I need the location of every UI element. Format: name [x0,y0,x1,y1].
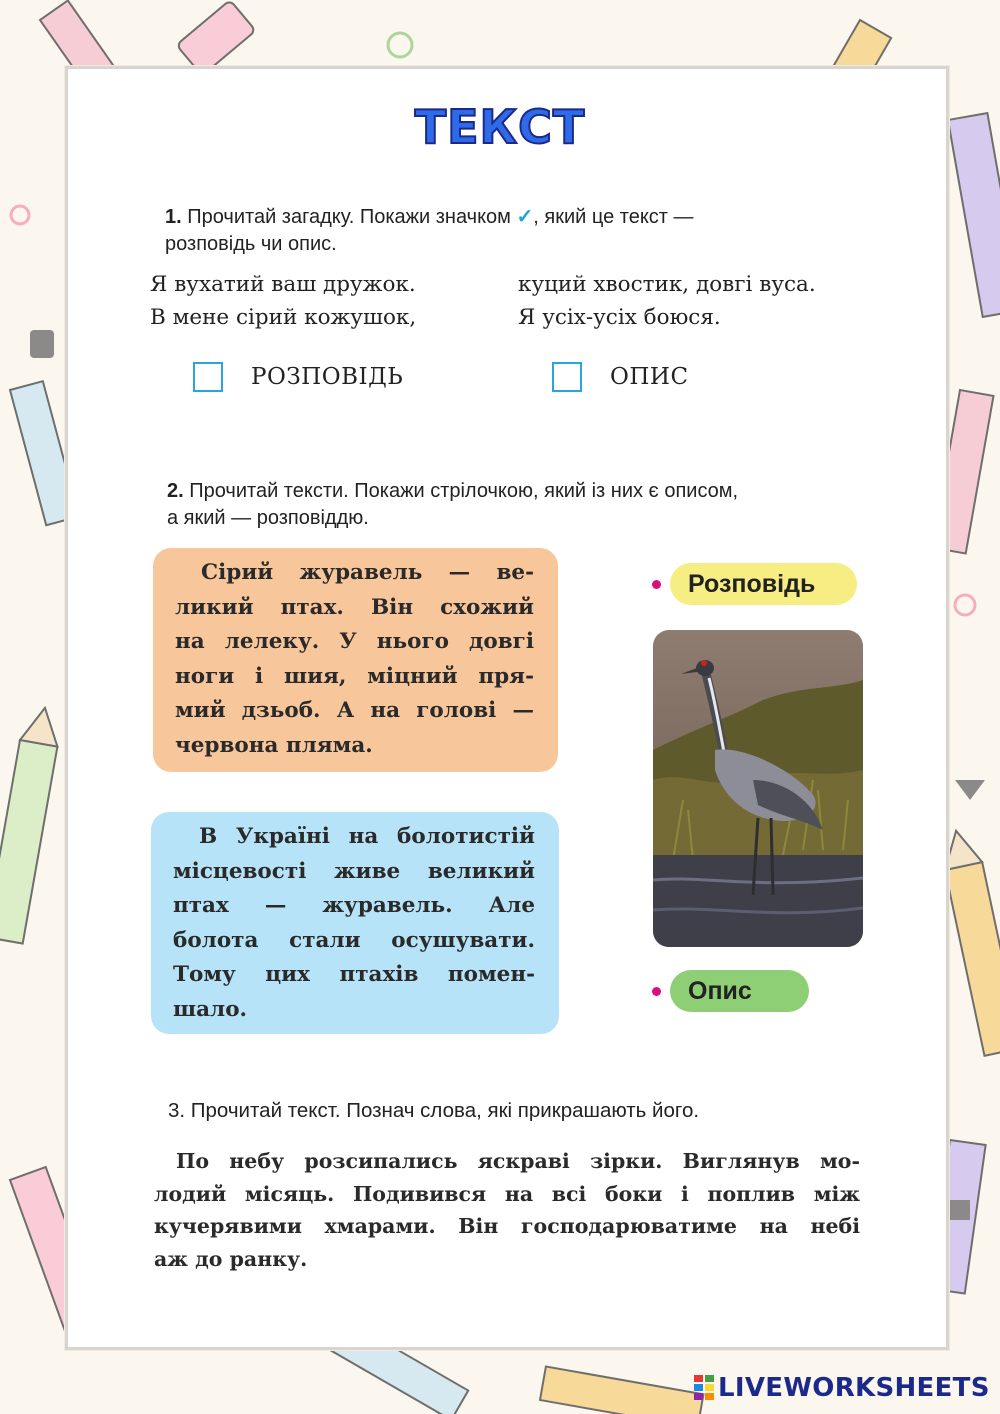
card-line: мий дзьоб. А на голові — [175,698,534,723]
riddle-line: В мене сірий кожушок, [150,305,417,330]
task-1-instructions [165,204,877,258]
card-line: місцевості живе великий [173,858,535,884]
card-line: Сірий журавель — ве- [201,560,534,585]
check-mark-icon: ✓ [516,206,534,228]
task-2-text-a: Прочитай тексти. Покажи стрілочкою, який із них є описом, [183,480,739,502]
card-line: на лелеку. У нього довгі [175,629,534,654]
label-narrative[interactable]: Розповідь [670,563,857,605]
task-2-text-b: а який — розповіддю. [167,507,369,529]
card-line: В Україні на болотистій [199,824,535,849]
option-narrative-label: РОЗПОВІДЬ [251,364,404,390]
card-line: болота стали осушувати. [173,927,535,953]
task-1-number: 1. [165,206,182,228]
paragraph-line: аж до ранку. [154,1246,308,1271]
option-narrative [193,362,403,392]
riddle-left [150,268,416,334]
card-line: ликий птах. Він схожий [175,594,534,620]
paragraph-line: кучерявими хмарами. Він господарюватиме на небі [154,1214,860,1238]
card-line: Тому цих птахів помен- [173,962,535,987]
text-card-narrative[interactable] [151,812,559,1034]
card-line: червона пляма. [175,732,373,758]
riddle-line: Я вухатий ваш дружок. [150,272,416,297]
riddle-line: Я усіх-усіх боюся. [518,305,721,330]
task-1-text-b: , який це текст — [533,206,694,228]
liveworksheets-watermark [694,1373,990,1403]
crane-photo [653,630,863,947]
task-1-text-a: Прочитай загадку. Покажи значком [181,206,517,228]
task-1-text-c: розповідь чи опис. [165,233,337,255]
task-2-number: 2. [167,480,184,502]
card-line: птах — журавель. Але [173,893,535,918]
text-card-description[interactable] [153,548,558,772]
watermark-text: LIVEWORKSHEETS [718,1373,990,1403]
liveworksheets-logo-icon [694,1375,714,1401]
task-3-paragraph[interactable] [154,1145,860,1275]
option-description-label: ОПИС [610,364,689,390]
checkbox-description[interactable] [552,362,582,392]
card-line: шало. [173,996,248,1022]
checkbox-narrative[interactable] [193,362,223,392]
riddle-right [518,268,816,334]
paragraph-line: лодий місяць. Подивився на всі боки і поплив між [154,1181,860,1206]
option-description [552,362,689,392]
card-line: ноги і шия, міцний пря- [175,663,534,689]
label-description[interactable]: Опис [670,970,809,1012]
riddle-line: куций хвостик, довгі вуса. [518,272,816,297]
page-title: ТЕКСТ [414,100,586,154]
bullet-description-dot[interactable] [652,987,661,996]
bullet-narrative-dot[interactable] [652,580,661,589]
paragraph-line: По небу розсипались яскраві зірки. Виглянув мо- [176,1149,860,1173]
task-2-instructions [167,478,887,532]
task-3-heading: 3. Прочитай текст. Познач слова, які прикрашають його. [168,1099,700,1122]
